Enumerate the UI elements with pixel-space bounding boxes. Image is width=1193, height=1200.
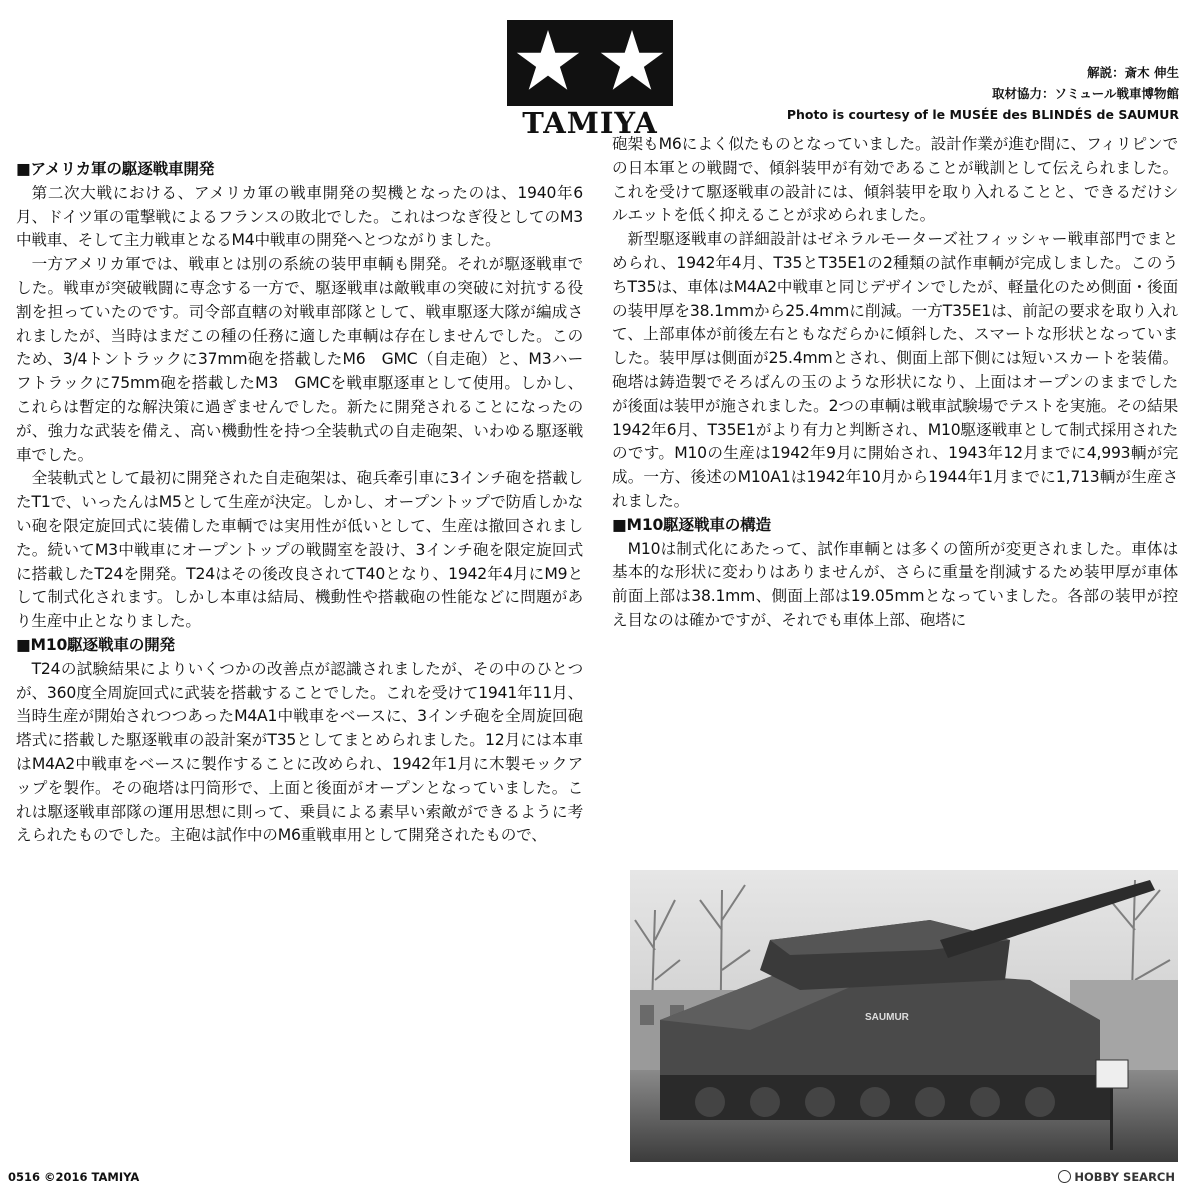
hobby-search-logo-icon	[1058, 1170, 1071, 1183]
section-heading-m10-development: ■M10駆逐戦車の開発	[16, 635, 175, 654]
paragraph: 全装軌式として最初に開発された自走砲架は、砲兵牽引車に3インチ砲を搭載したT1で、いったんはM5として生産が決定。しかし、オープントップで防盾しかない砲を限定旋回式に装備した車輌では実用性が低いとして、生産は撤回されました。続いてM3中戦車にオープントップの戦闘室を設け、3インチ砲を限定旋回式に搭載したT24を開発。T24はその後改良されてT40となり、1942年4月にM9として制式化されます。しかし本車は結局、機動性や搭載砲の性能などに問題があり生産中止となりました。	[16, 469, 583, 631]
hull-marking: SAUMUR	[865, 1012, 909, 1023]
tank-photo-illustration	[630, 870, 1178, 1162]
author-credit: 解説：斎木 伸生	[1087, 65, 1179, 80]
credits-block	[787, 62, 1179, 125]
paragraph: 新型駆逐戦車の詳細設計はゼネラルモーターズ社フィッシャー戦車部門でまとめられ、1942年4月、T35とT35E1の2種類の試作車輌が完成しました。このうちT35は、車体はM4A2中戦車と同じデザインでしたが、軽量化のため側面・後面の装甲厚を38.1mmから25.4mmに削減。一方T35E1は、前記の要求を取り入れて、上部車体が前後左右ともなだらかに傾斜した、スマートな形状となっていました。装甲厚は側面が25.4mmとされ、側面上部下側には短いスカートを装備。砲塔は鋳造製でそろばんの玉のような形状になり、上面はオープンのままでしたが後面は装甲が施されました。2つの車輌は戦車試験場でテストを実施。その結果1942年6月、T35E1がより有力と判断され、M10駆逐戦車として制式採用されたのです。M10の生産は1942年9月に開始され、1943年12月までに4,993輌が完成。一方、後述のM10A1は1942年10月から1944年1月までに1,713輌が生産されました。	[612, 230, 1178, 510]
paragraph: T24の試験結果によりいくつかの改善点が認識されましたが、その中のひとつが、360度全周旋回式に武装を搭載することでした。これを受けて1941年11月、当時生産が開始されつつあったM4A1中戦車をベースに、3インチ砲を全周旋回砲塔式に搭載した駆逐戦車の設計案がT35としてまとめられました。12月には本車はM4A2中戦車をベースに製作することに改められ、1942年1月に木製モックアップを製作。その砲塔は円筒形で、上面と後面がオープンとなっていました。これは駆逐戦車部隊の運用思想に則って、乗員による素早い索敵ができるように考えられたものでした。主砲は試作中のM6重戦車用として開発されたもので、	[16, 659, 583, 845]
left-text-column	[16, 158, 583, 848]
paragraph: M10は制式化にあたって、試作車輌とは多くの箇所が変更されました。車体は基本的な形状に変わりはありませんが、さらに重量を削減するため装甲厚が車体前面上部は38.1mm、側面上部は19.05mmとなっていました。各部の装甲が控え目なのは確かですが、それでも車体上部、砲塔に	[612, 539, 1178, 629]
watermark-text: HOBBY SEARCH	[1074, 1170, 1175, 1184]
right-text-column	[612, 133, 1178, 633]
photo-courtesy-credit: Photo is courtesy of le MUSÉE des BLINDÉS de SAUMUR	[786, 107, 1179, 122]
paragraph: 第二次大戦における、アメリカ軍の戦車開発の契機となったのは、1940年6月、ドイツ軍の電撃戦によるフランスの敗北でした。これはつなぎ役としてのM3中戦車、そして主力戦車となるM4中戦車の開発へとつながりました。	[16, 183, 583, 250]
hobby-search-watermark	[1058, 1170, 1175, 1184]
m10-tank-photo	[630, 870, 1178, 1162]
section-heading-us-tank-destroyer-development: ■アメリカ軍の駆逐戦車開発	[16, 160, 215, 178]
tamiya-wordmark: TAMIYA	[522, 106, 658, 140]
cooperation-credit: 取材協力：ソミュール戦車博物館	[991, 86, 1179, 101]
paragraph: 一方アメリカ軍では、戦車とは別の系統の装甲車輌も開発。それが駆逐戦車でした。戦車が突破戦闘に専念する一方で、駆逐戦車は敵戦車の突破に対抗する役割を担っていたのです。司令部直轄の対戦車部隊として、戦車駆逐大隊が編成されましたが、当時はまだこの種の任務に適した車輌は存在しませんでした。このため、3/4トントラックに37mm砲を搭載したM6 GMC（自走砲）と、M3ハーフトラックに75mm砲を搭載したM3 GMCを戦車駆逐車として使用。しかし、これらは暫定的な解決策に過ぎませんでした。新たに開発されることになったのが、強力な武装を備え、高い機動性を持つ全装軌式の自走砲架、いわゆる駆逐戦車でした。	[16, 255, 583, 464]
tamiya-star-logo-icon	[507, 20, 673, 106]
section-heading-m10-structure: ■M10駆逐戦車の構造	[612, 515, 771, 534]
paragraph: 砲架もM6によく似たものとなっていました。設計作業が進む間に、フィリピンでの日本軍との戦闘で、傾斜装甲が有効であることが戦訓として伝えられました。これを受けて駆逐戦車の設計には、傾斜装甲を取り入れることと、できるだけシルエットを低く抑えることが求められました。	[612, 135, 1178, 225]
tamiya-logo	[507, 20, 673, 138]
footer-code: 0516 ©2016 TAMIYA	[8, 1170, 140, 1184]
